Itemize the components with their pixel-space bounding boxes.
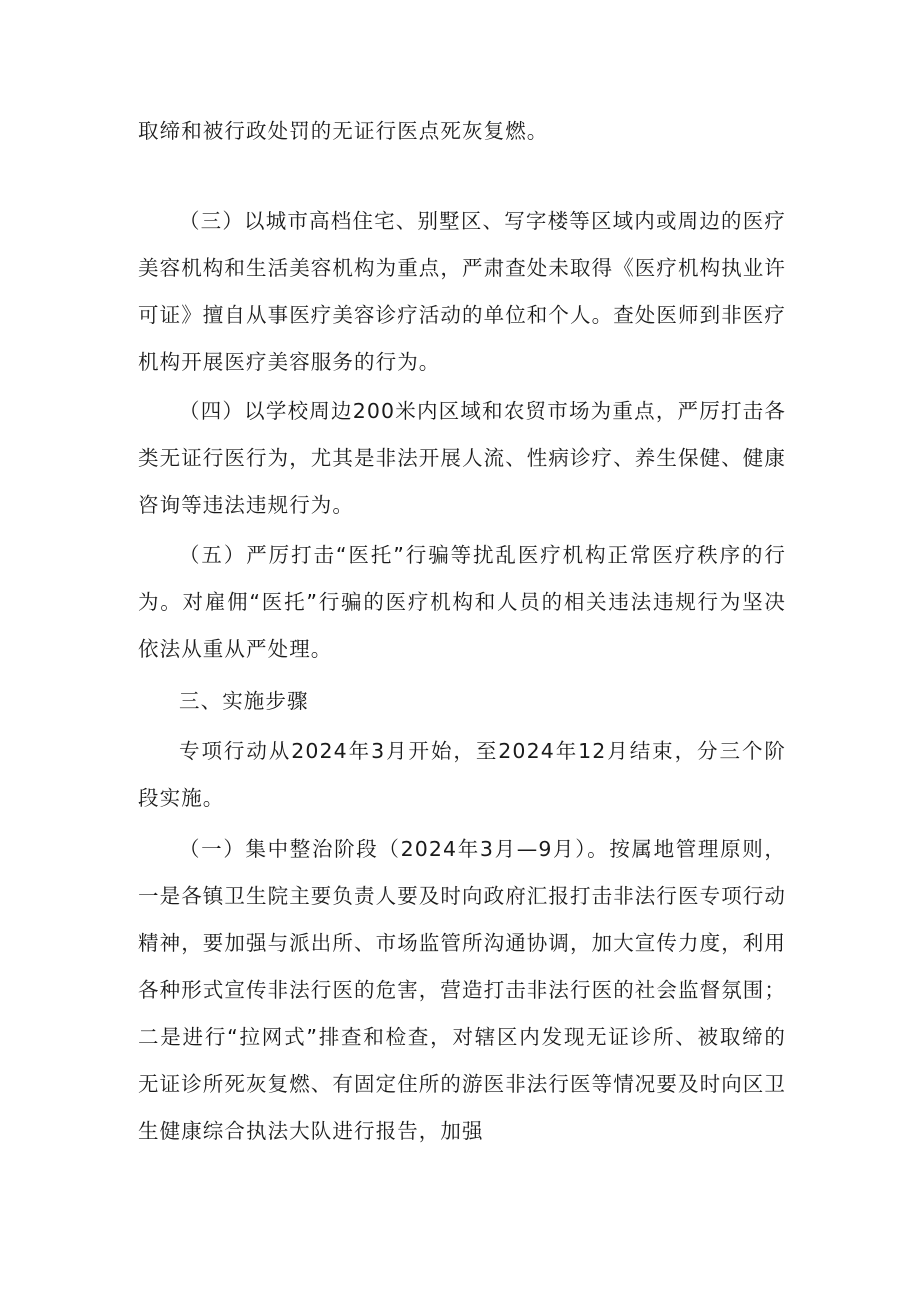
paragraph-phase-1: （一）集中整治阶段（2024年3月—9月）。按属地管理原则，一是各镇卫生院主要负责人要及时向政府汇报打击非法行医专项行动精神，要加强与派出所、市场监管所沟通协调，加大宣传力度，利用各种形式宣传非法行医的危害，营造打击非法行医的社会监督氛围；二是进行“拉网式”排查和检查，对辖区内发现无证诊所、被取缔的无证诊所死灰复燃、有固定住所的游医非法行医等情况要及时向区卫生健康综合执法大队进行报告，加强: [138, 837, 786, 1143]
paragraph-item-4: （四）以学校周边200米内区域和农贸市场为重点，严厉打击各类无证行医行为，尤其是非法开展人流、性病诊疗、养生保健、健康咨询等违法违规行为。: [138, 399, 786, 517]
paragraph-continuation: 取缔和被行政处罚的无证行医点死灰复燃。: [138, 119, 549, 143]
paragraph-item-5: （五）严厉打击“医托”行骗等扰乱医疗机构正常医疗秩序的行为。对雇佣“医托”行骗的医疗机构和人员的相关违法违规行为坚决依法从重从严处理。: [138, 543, 786, 661]
paragraph-schedule: 专项行动从2024年3月开始，至2024年12月结束，分三个阶段实施。: [138, 739, 786, 810]
paragraph-item-3: （三）以城市高档住宅、别墅区、写字楼等区域内或周边的医疗美容机构和生活美容机构为重点，严肃查处未取得《医疗机构执业许可证》擅自从事医疗美容诊疗活动的单位和个人。查处医师到非医疗机构开展医疗美容服务的行为。: [138, 209, 786, 374]
section-heading-implementation-steps: 三、实施步骤: [179, 689, 309, 713]
